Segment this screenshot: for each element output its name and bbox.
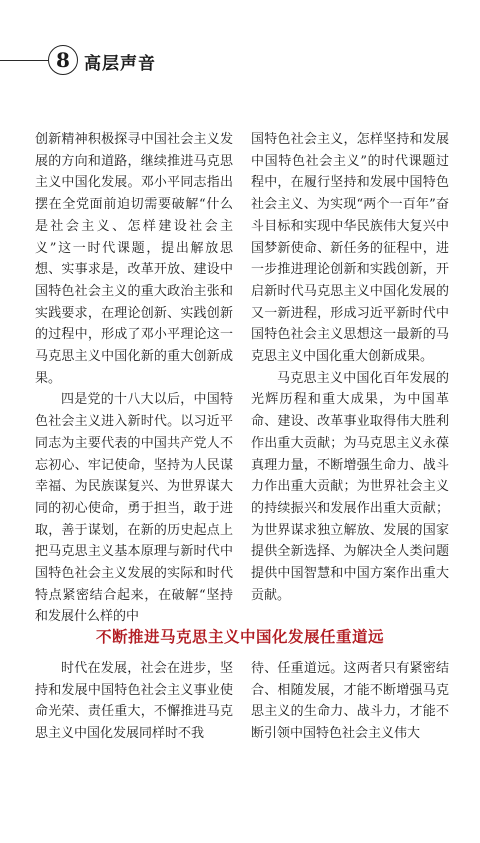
- right-column: [251, 129, 449, 606]
- section-heading: 不断推进马克思主义中国化发展任重道远: [95, 628, 384, 646]
- section-right-column: [251, 658, 449, 745]
- section-header-title: 高层声音: [84, 54, 156, 74]
- header-rule: [0, 60, 48, 61]
- left-paragraph-1: 创新精神积极探寻中国社会主义发展的方向和道路，继续推进马克思主义中国化发展。邓小平同志指出摆在全党面前迫切需要破解“什么是社会主义、怎样建设社会主义”这一时代课题，提出解放思想、实事求是，改革开放、建设中国特色社会主义的重大政治主张和实践要求，在理论创新、实践创新的过程中，形成了邓小平理论这一马克思主义中国化新的重大创新成果。: [35, 132, 233, 386]
- section-left-column: [35, 658, 233, 745]
- right-paragraph-2: 马克思主义中国化百年发展的光辉历程和重大成果，为中国革命、建设、改革事业取得伟大胜利作出重大贡献；为马克思主义永葆真理力量，不断增强生命力、战斗力作出重大贡献；为世界社会主义的持续振兴和发展作出重大贡献；为世界谋求独立解放、发展的国家提供全新选择、为解决全人类问题提供中国智慧和中国方案作出重大贡献。: [251, 370, 449, 603]
- section-left-paragraph: 时代在发展，社会在进步，坚持和发展中国特色社会主义事业使命光荣、责任重大，不懈推进马克思主义中国化发展同样时不我: [35, 661, 233, 742]
- left-paragraph-2: 四是党的十八大以后，中国特色社会主义进入新时代。以习近平同志为主要代表的中国共产党人不忘初心、牢记使命，坚持为人民谋幸福、为民族谋复兴、为世界谋大同的初心使命，勇于担当，敢于进取，善于谋划，在新的历史起点上把马克思主义基本原理与新时代中国特色社会主义发展的实际和时代特点紧密结合起来，在破解“坚持和发展什么样的中: [35, 392, 233, 625]
- page-number-badge: 8: [48, 45, 78, 75]
- right-paragraph-1: 国特色社会主义，怎样坚持和发展中国特色社会主义”的时代课题过程中，在履行坚持和发展中国特色社会主义、为实现“两个一百年”奋斗目标和实现中华民族伟大复兴中国梦新使命、新任务的征程中，进一步推进理论创新和实践创新，开启新时代马克思主义中国化发展的又一新进程，形成习近平新时代中国特色社会主义思想这一最新的马克思主义中国化重大创新成果。: [251, 132, 449, 365]
- left-column: [35, 129, 233, 628]
- section-right-paragraph: 待、任重道远。这两者只有紧密结合、相随发展，才能不断增强马克思主义的生命力、战斗力，才能不断引领中国特色社会主义伟大: [251, 661, 449, 742]
